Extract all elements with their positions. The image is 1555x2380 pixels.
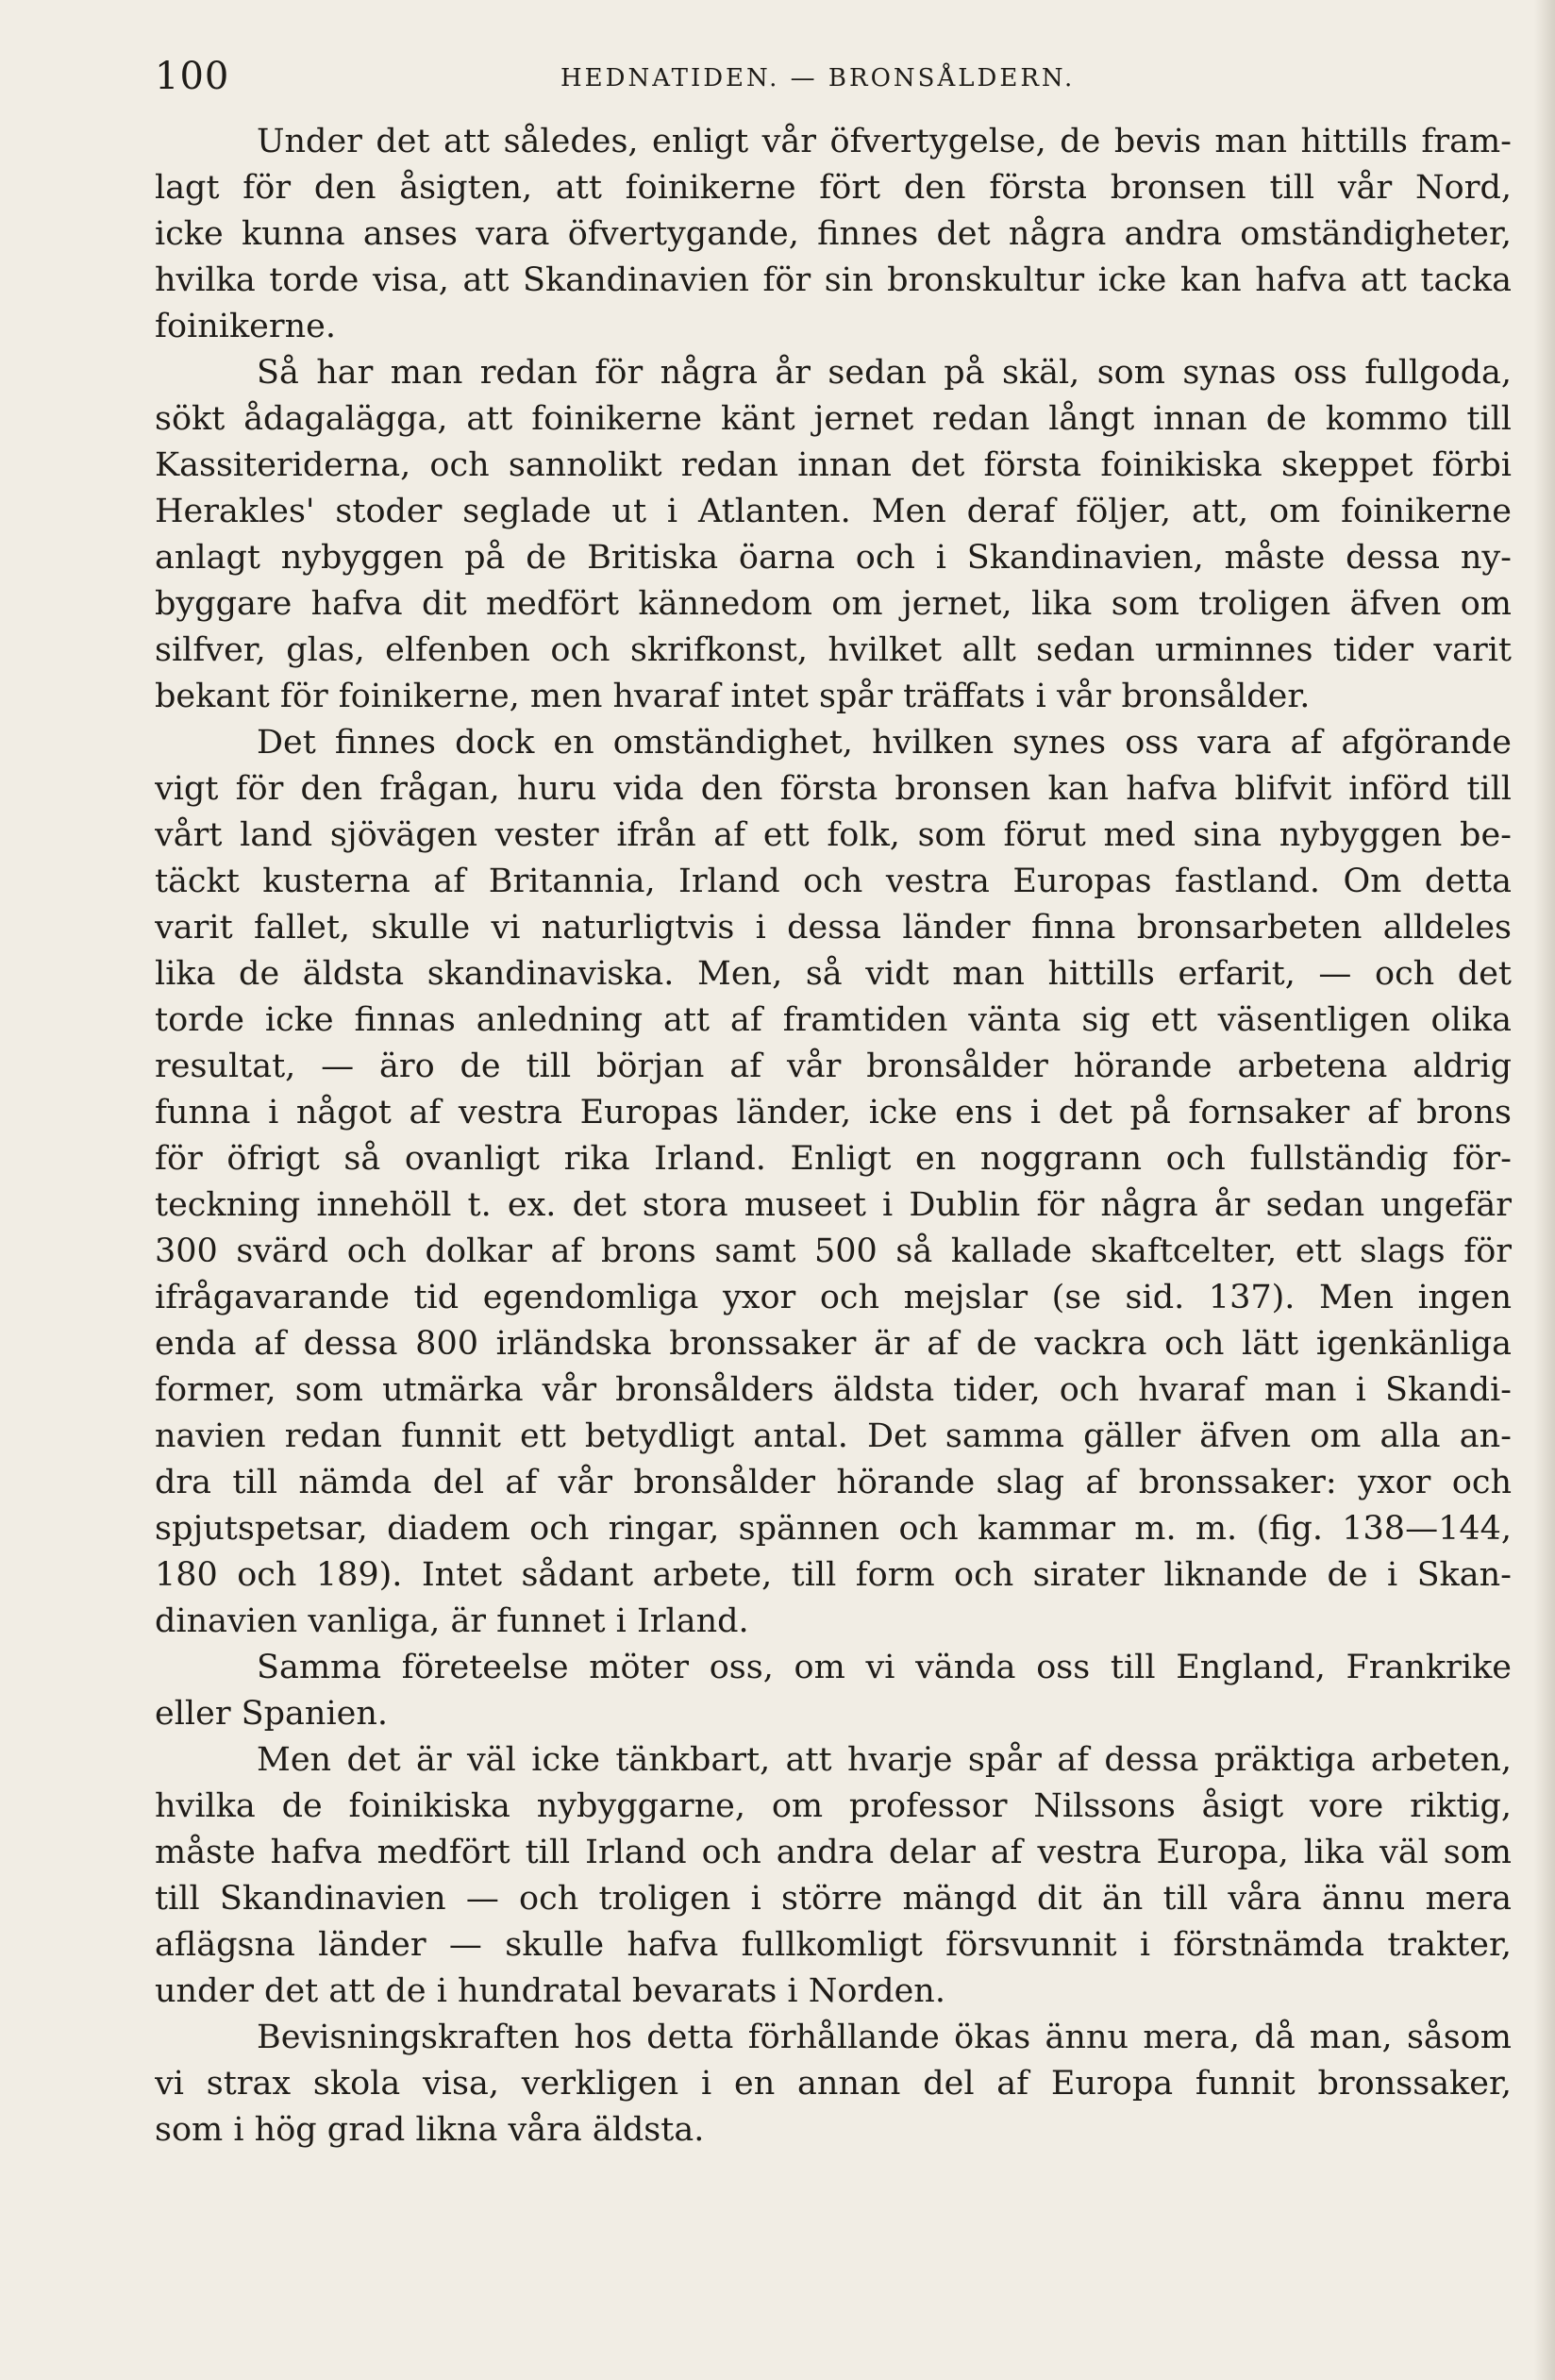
paragraph [155, 1737, 1512, 2015]
text-line: enda af dessa 800 irländska bronssaker är af de vackra och lätt igenkänliga [155, 1325, 1512, 1363]
paragraph [155, 119, 1512, 350]
text-line: hvilka torde visa, att Skandinavien för sin bronskultur icke kan hafva att tacka [155, 261, 1512, 299]
text-line: teckning innehöll t. ex. det stora museet i Dublin för några år sedan ungefär [155, 1186, 1512, 1224]
text-line: spjutspetsar, diadem och ringar, spännen och kammar m. m. (fig. 138—144, [155, 1510, 1512, 1548]
text-line: eller Spanien. [155, 1695, 389, 1733]
text-line: funna i något af vestra Europas länder, icke ens i det på fornsaker af brons [155, 1094, 1512, 1131]
text-line: 300 svärd och dolkar af brons samt 500 så kallade skaftcelter, ett slags för [155, 1232, 1512, 1270]
text-line: Så har man redan för några år sedan på skäl, som synas oss fullgoda, [257, 354, 1512, 392]
text-line: lika de äldsta skandinaviska. Men, så vidt man hittills erfarit, — och det [155, 955, 1512, 993]
text-line: Under det att således, enligt vår öfvertygelse, de bevis man hittills fram- [257, 123, 1512, 160]
text-line: ifrågavarande tid egendomliga yxor och mejslar (se sid. 137). Men ingen [155, 1279, 1512, 1316]
running-title: HEDNATIDEN. — BRONSÅLDERN. [560, 64, 1076, 92]
paragraph [155, 1645, 1512, 1737]
text-line: Det finnes dock en omständighet, hvilken synes oss vara af afgörande [257, 724, 1512, 762]
text-line: Herakles' stoder seglade ut i Atlanten. Men deraf följer, att, om foinikerne [155, 493, 1512, 530]
text-line: resultat, — äro de till början af vår bronsålder hörande arbetena aldrig [155, 1048, 1512, 1085]
text-line: anlagt nybyggen på de Britiska öarna och i Skandinavien, måste dessa ny- [155, 539, 1512, 577]
text-line: täckt kusterna af Britannia, Irland och vestra Europas fastland. Om detta [155, 863, 1512, 900]
paragraph [155, 2015, 1512, 2154]
text-line: måste hafva medfört till Irland och andra delar af vestra Europa, lika väl som [155, 1834, 1512, 1871]
text-line: foinikerne. [155, 308, 336, 345]
text-line: icke kunna anses vara öfvertygande, finnes det några andra omständigheter, [155, 215, 1512, 253]
text-line: för öfrigt så ovanligt rika Irland. Enligt en noggrann och fullständig för- [155, 1140, 1512, 1178]
text-line: byggare hafva dit medfört kännedom om jernet, lika som troligen äfven om [155, 585, 1512, 623]
text-line: vi strax skola visa, verkligen i en annan del af Europa funnit bronssaker, [155, 2065, 1512, 2103]
text-line: Kassiteriderna, och sannolikt redan innan det första foinikiska skeppet förbi [155, 446, 1512, 484]
text-line: dra till nämda del af vår bronsålder hörande slag af bronssaker: yxor och [155, 1464, 1512, 1501]
text-line: silfver, glas, elfenben och skrifkonst, hvilket allt sedan urminnes tider varit [155, 631, 1512, 669]
text-line: lagt för den åsigten, att foinikerne fört den första bronsen till vår Nord, [155, 169, 1512, 207]
text-line: varit fallet, skulle vi naturligtvis i dessa länder finna bronsarbeten alldeles [155, 909, 1512, 947]
text-line: Samma företeelse möter oss, om vi vända oss till England, Frankrike [257, 1649, 1512, 1686]
text-line: navien redan funnit ett betydligt antal. Det samma gäller äfven om alla an- [155, 1417, 1512, 1455]
text-line: hvilka de foinikiska nybyggarne, om professor Nilssons åsigt vore riktig, [155, 1787, 1512, 1825]
text-line: som i hög grad likna våra äldsta. [155, 2111, 705, 2149]
text-line: Bevisningskraften hos detta förhållande ökas ännu mera, då man, såsom [257, 2019, 1512, 2056]
running-head [155, 55, 1500, 102]
text-line: bekant för foinikerne, men hvaraf intet spår träffats i vår bronsålder. [155, 678, 1311, 715]
text-line: former, som utmärka vår bronsålders äldsta tider, och hvaraf man i Skandi- [155, 1371, 1512, 1409]
text-line: 180 och 189). Intet sådant arbete, till form och sirater liknande de i Skan- [155, 1556, 1512, 1594]
text-line: till Skandinavien — och troligen i större mängd dit än till våra ännu mera [155, 1880, 1512, 1918]
page-edge-shadow [1534, 0, 1555, 2380]
text-line: dinavien vanliga, är funnet i Irland. [155, 1602, 749, 1640]
text-line: aflägsna länder — skulle hafva fullkomligt försvunnit i förstnämda trakter, [155, 1926, 1512, 1964]
text-line: under det att de i hundratal bevarats i Norden. [155, 1972, 945, 2010]
body-text [155, 119, 1512, 2154]
text-line: vigt för den frågan, huru vida den första bronsen kan hafva blifvit införd till [155, 770, 1512, 808]
paragraph [155, 720, 1512, 1645]
text-line: vårt land sjövägen vester ifrån af ett folk, som förut med sina nybyggen be- [155, 816, 1512, 854]
text-line: torde icke finnas anledning att af framtiden vänta sig ett väsentligen olika [155, 1001, 1512, 1039]
text-line: sökt ådagalägga, att foinikerne känt jernet redan långt innan de kommo till [155, 400, 1512, 438]
page-number: 100 [155, 55, 230, 98]
text-line: Men det är väl icke tänkbart, att hvarje spår af dessa präktiga arbeten, [257, 1741, 1512, 1779]
paragraph [155, 350, 1512, 720]
